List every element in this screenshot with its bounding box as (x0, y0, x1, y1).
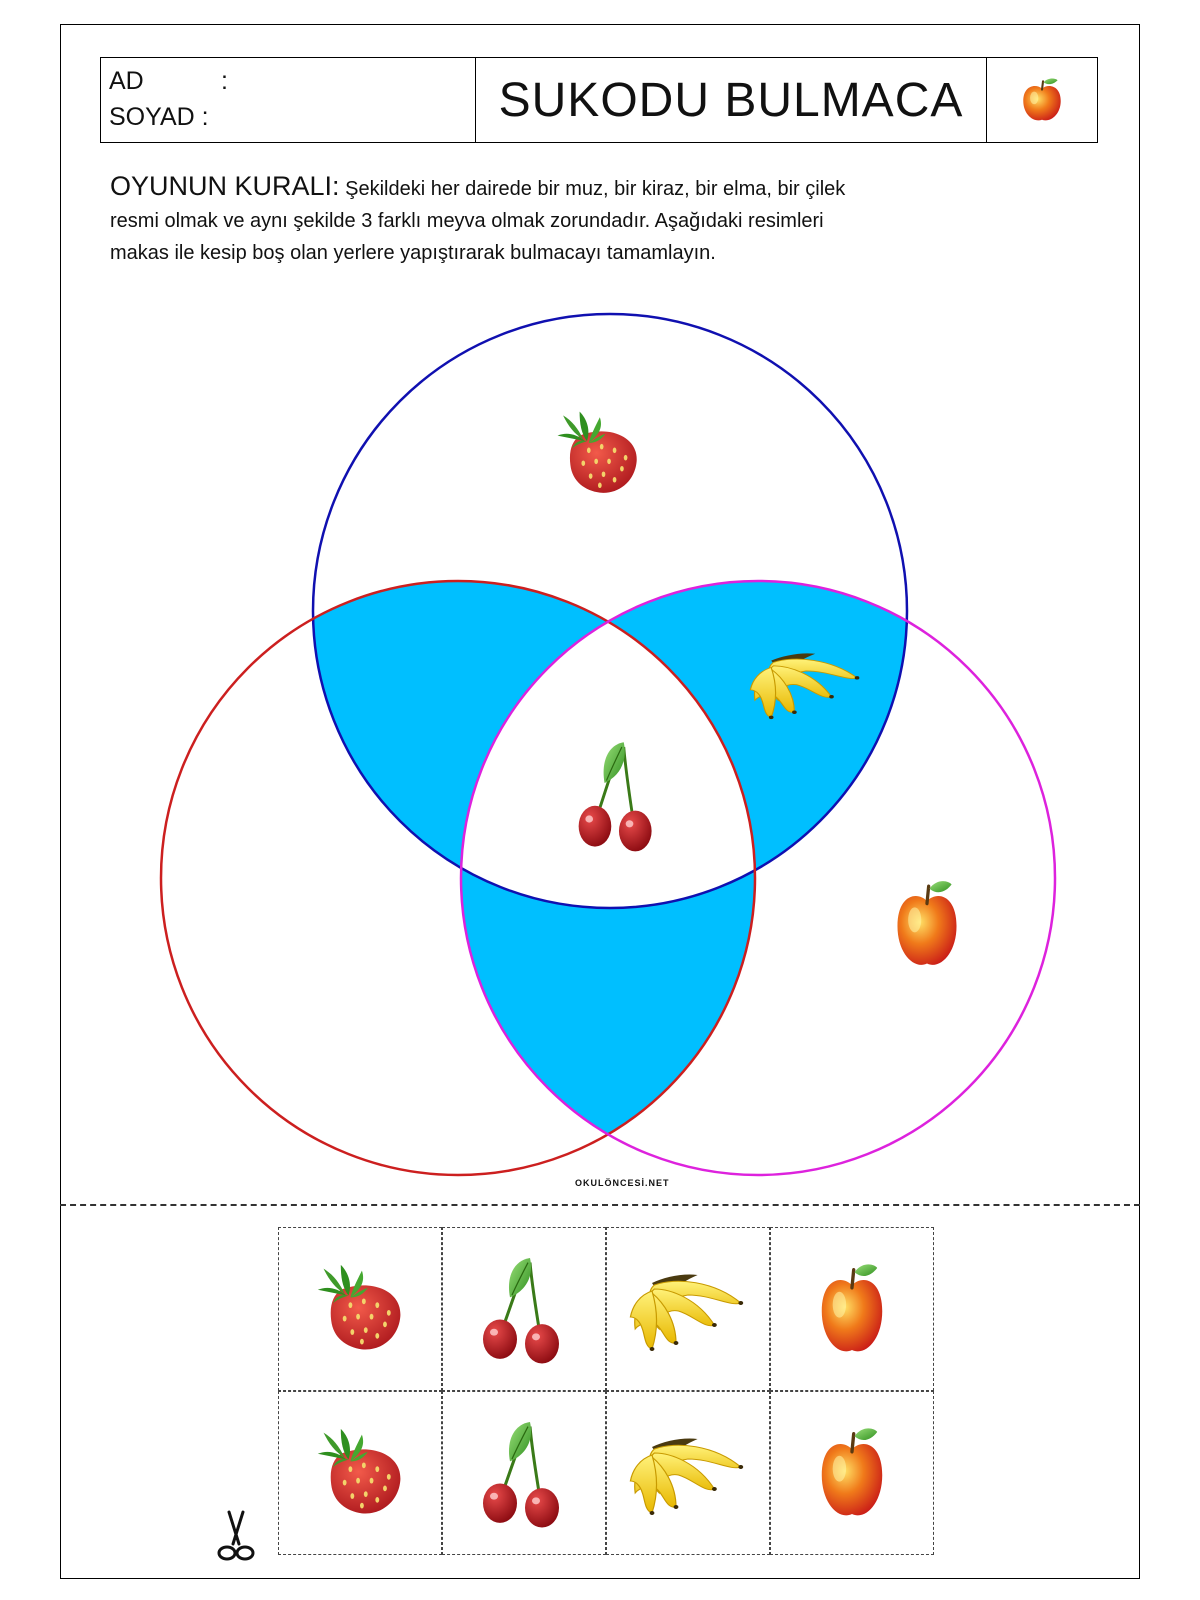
cherry-icon (474, 1251, 574, 1367)
apple-icon (810, 1255, 894, 1363)
cutout-card[interactable] (278, 1391, 442, 1555)
watermark: OKULÖNCESİ.NET (575, 1178, 670, 1188)
strawberry-icon (312, 1420, 408, 1526)
rules-line-1: Şekildeki her dairede bir muz, bir kiraz, bir elma, bir çilek (345, 178, 846, 200)
ad-label: AD (109, 67, 144, 95)
banana-icon (628, 1259, 748, 1359)
rules-title: OYUNUN KURALI: (110, 171, 340, 201)
cutout-grid (278, 1227, 936, 1579)
apple-icon (810, 1419, 894, 1527)
cherry-icon (474, 1415, 574, 1531)
cutout-card[interactable] (770, 1227, 934, 1391)
rules-line-2: resmi olmak ve aynı şekilde 3 farklı meyva olmak zorundadır. Aşağıdaki resimleri (110, 210, 824, 232)
strawberry-icon (552, 404, 644, 504)
rules-line-3: makas ile kesip boş olan yerlere yapıştırarak bulmacayı tamamlayın. (110, 242, 716, 264)
ad-colon: : (221, 67, 228, 95)
scissors-icon (213, 1510, 259, 1564)
cut-line (60, 1204, 1140, 1206)
cutout-card[interactable] (442, 1391, 606, 1555)
soyad-label: SOYAD (109, 103, 195, 131)
banana-icon (748, 640, 864, 726)
cutout-card[interactable] (606, 1391, 770, 1555)
cutout-card[interactable] (606, 1227, 770, 1391)
cutout-card[interactable] (442, 1227, 606, 1391)
cutout-card[interactable] (770, 1391, 934, 1555)
strawberry-icon (312, 1256, 408, 1362)
apple-icon (886, 872, 968, 976)
cherry-icon (570, 735, 666, 855)
page-title: SUKODU BULMACA (476, 58, 987, 142)
banana-icon (628, 1423, 748, 1523)
soyad-colon: : (201, 103, 209, 131)
cutout-card[interactable] (278, 1227, 442, 1391)
